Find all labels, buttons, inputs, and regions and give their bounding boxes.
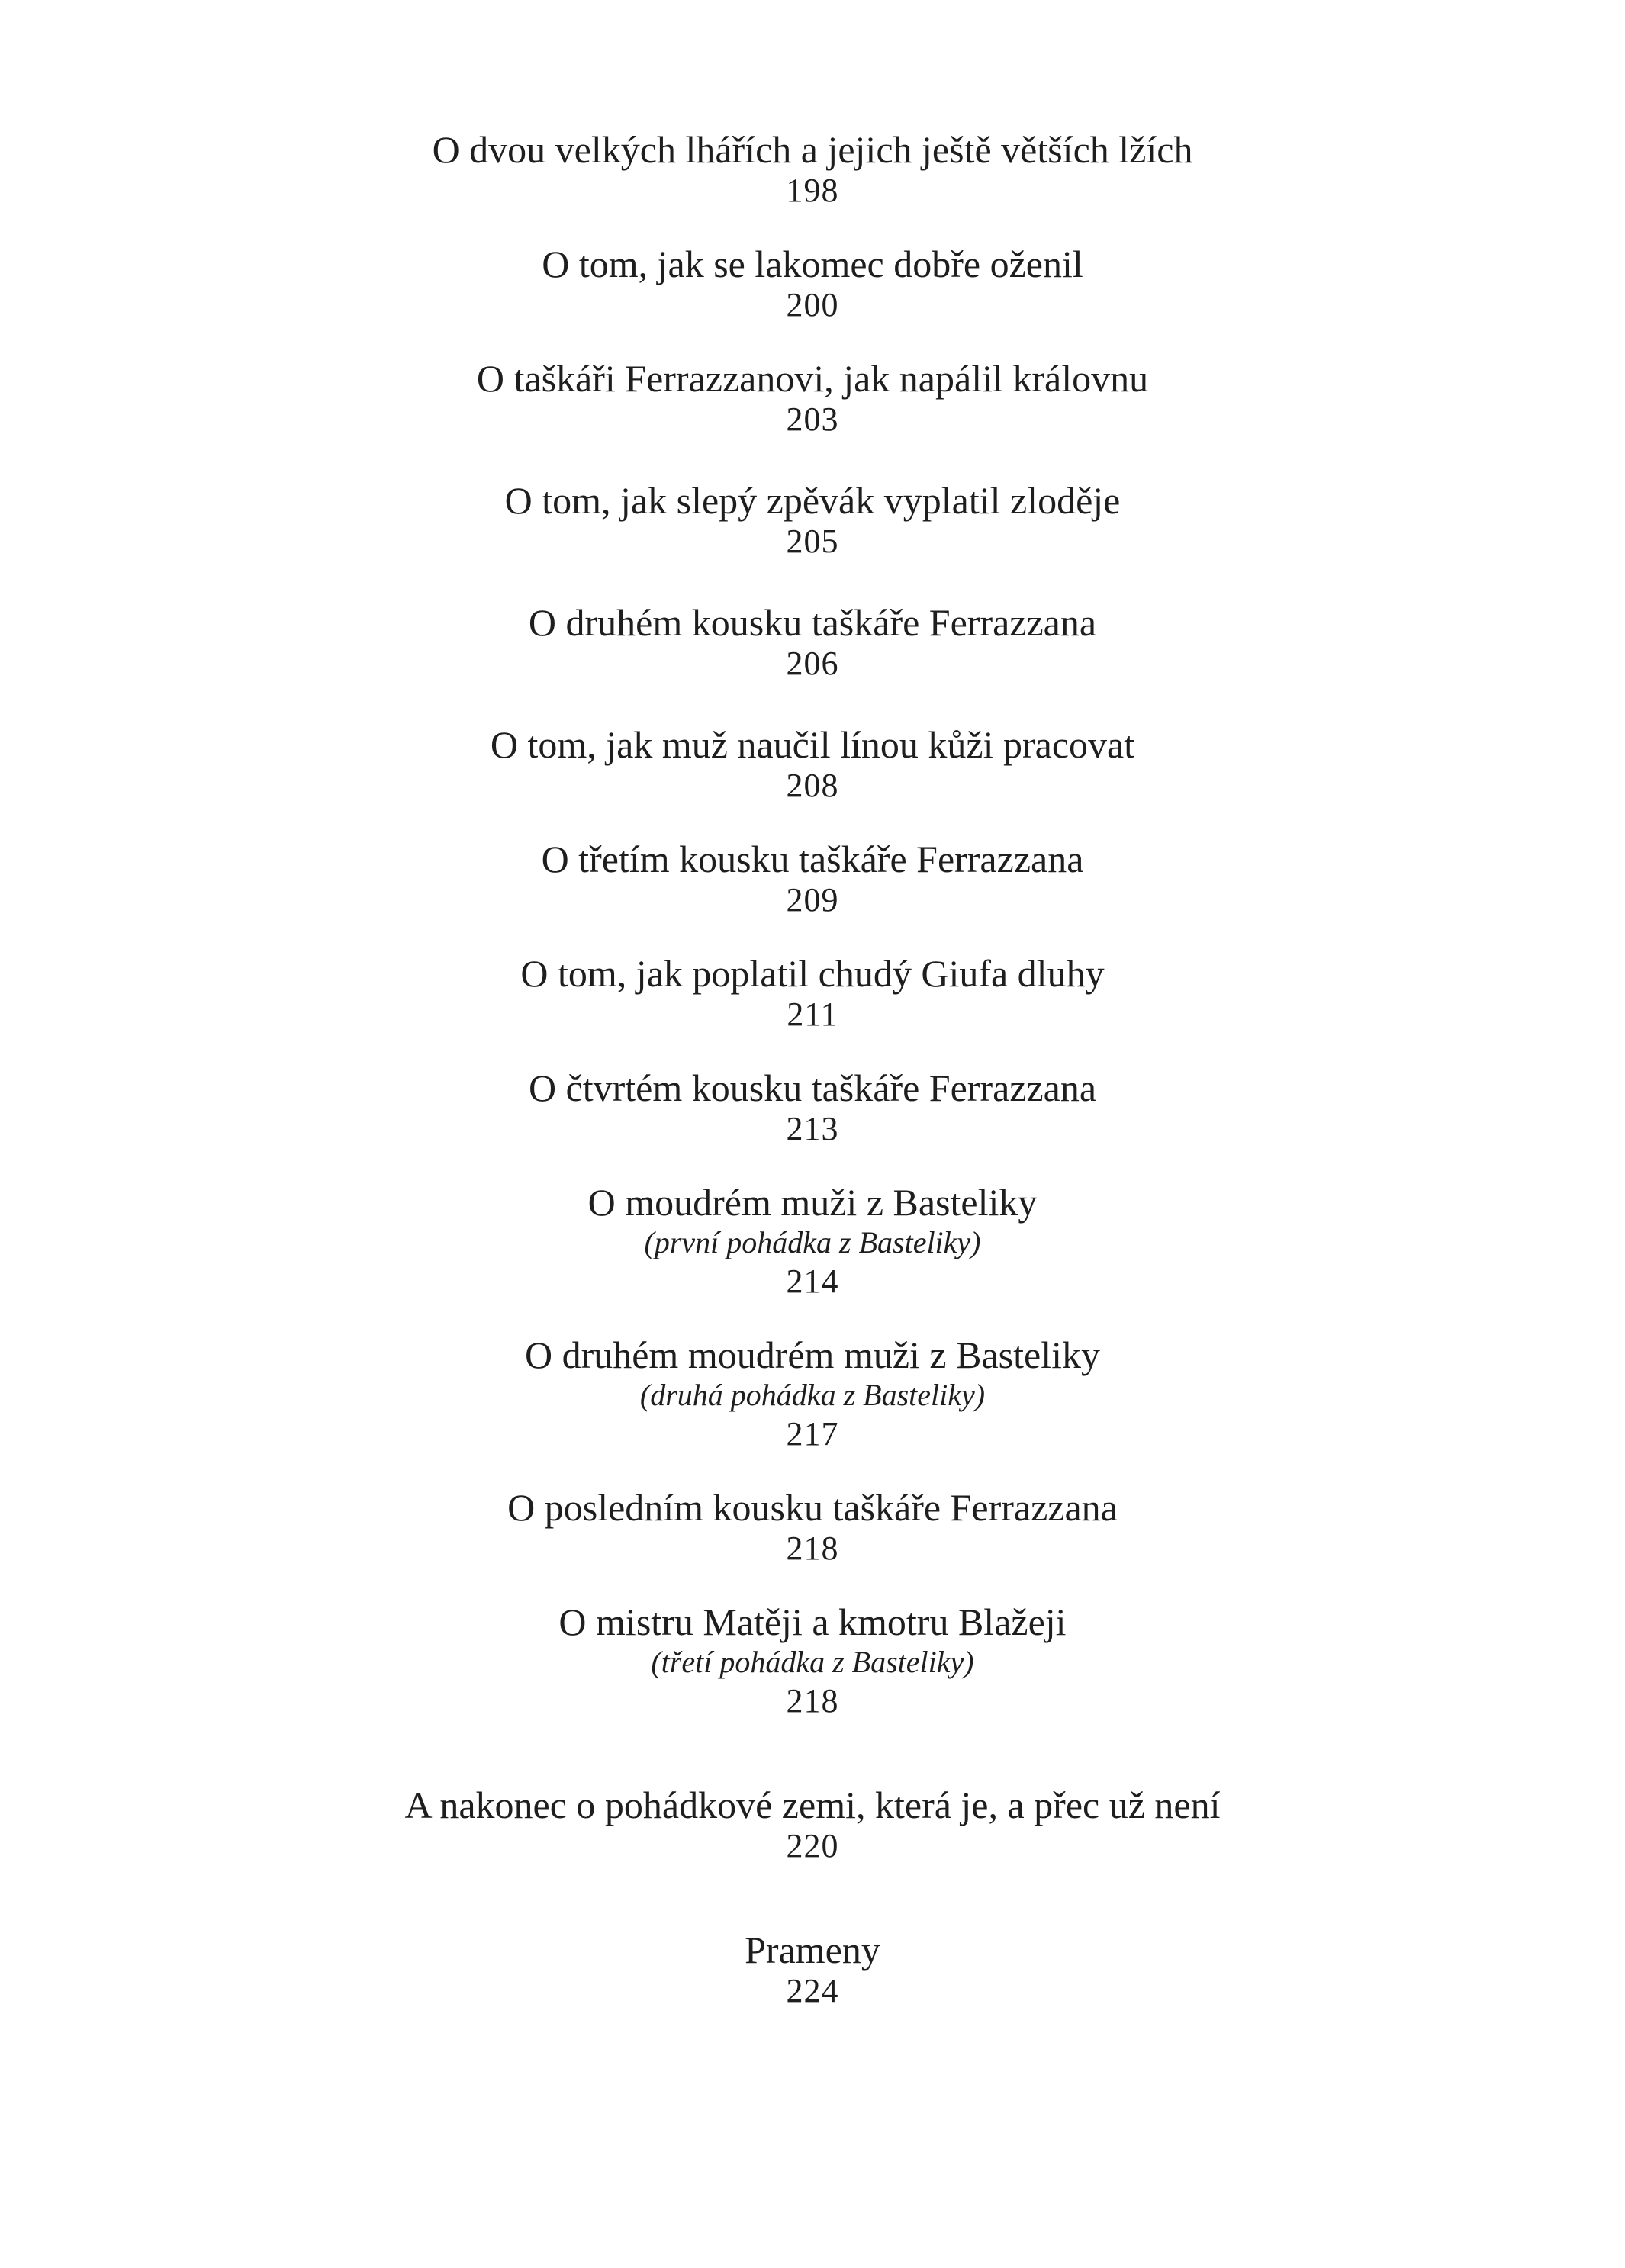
- toc-entry-title: O druhém moudrém muži z Basteliky: [524, 1333, 1100, 1376]
- toc-entry-subtitle: (první pohádka z Basteliky): [644, 1225, 981, 1259]
- toc-entry: [0, 128, 1625, 211]
- toc-entry-title: O čtvrtém kousku taškáře Ferrazzana: [528, 1066, 1097, 1109]
- toc-entry: [0, 1333, 1625, 1454]
- toc-entry-page: 198: [786, 172, 839, 209]
- toc-entry-page: 218: [786, 1530, 839, 1567]
- toc-entry-subtitle: (třetí pohádka z Basteliky): [651, 1645, 974, 1679]
- toc-entry-title: O dvou velkých lhářích a jejich ještě větších lžích: [432, 128, 1193, 171]
- toc-entry-title: O posledním kousku taškáře Ferrazzana: [507, 1486, 1118, 1529]
- toc-entry: [0, 1066, 1625, 1149]
- toc-entry: [0, 243, 1625, 325]
- toc-entry-title: O mistru Matěji a kmotru Blažeji: [558, 1600, 1067, 1643]
- toc-entry-page: 213: [786, 1110, 839, 1147]
- toc-entry: [0, 1784, 1625, 1866]
- toc-entry-title: O taškáři Ferrazzanovi, jak napálil královnu: [476, 357, 1149, 400]
- toc-entry-page: 205: [786, 523, 839, 560]
- toc-entry-title: O tom, jak se lakomec dobře oženil: [542, 243, 1083, 285]
- toc-entry: [0, 601, 1625, 684]
- toc-entry-page: 217: [786, 1415, 839, 1452]
- toc-entry-page: 208: [786, 767, 839, 804]
- toc-entry-title: O druhém kousku taškáře Ferrazzana: [528, 601, 1097, 644]
- toc-entry-subtitle: (druhá pohádka z Basteliky): [639, 1378, 986, 1412]
- toc-entry: [0, 838, 1625, 920]
- toc-entry-page: 214: [786, 1263, 839, 1300]
- toc-entry: [0, 1181, 1625, 1301]
- toc-entry: [0, 479, 1625, 561]
- toc-entry: [0, 723, 1625, 806]
- toc-entry-title: O tom, jak slepý zpěvák vyplatil zloděje: [504, 479, 1121, 522]
- toc-entry-page: 203: [786, 401, 839, 438]
- toc-entry-page: 200: [786, 286, 839, 323]
- toc-entry: [0, 952, 1625, 1034]
- toc-entry-title: O tom, jak muž naučil línou kůži pracovat: [490, 723, 1135, 766]
- toc-entry: [0, 1929, 1625, 2011]
- toc-entry-page: 218: [786, 1682, 839, 1719]
- toc-entry-title: O moudrém muži z Basteliky: [587, 1181, 1038, 1224]
- toc-entry-page: 209: [786, 881, 839, 918]
- toc-entry: [0, 357, 1625, 439]
- toc-entry-page: 220: [786, 1827, 839, 1864]
- toc-entry: [0, 1486, 1625, 1568]
- toc-entry-title: O tom, jak poplatil chudý Giufa dluhy: [520, 952, 1105, 995]
- toc-entry-title: Prameny: [745, 1929, 880, 1971]
- toc-entry-page: 224: [786, 1972, 839, 2009]
- toc-entry-title: A nakonec o pohádkové zemi, která je, a přec už není: [404, 1784, 1221, 1826]
- toc-entry-page: 206: [786, 645, 839, 682]
- toc-entry-page: 211: [787, 996, 838, 1033]
- toc-entry: [0, 1600, 1625, 1721]
- toc-entry-title: O třetím kousku taškáře Ferrazzana: [541, 838, 1084, 880]
